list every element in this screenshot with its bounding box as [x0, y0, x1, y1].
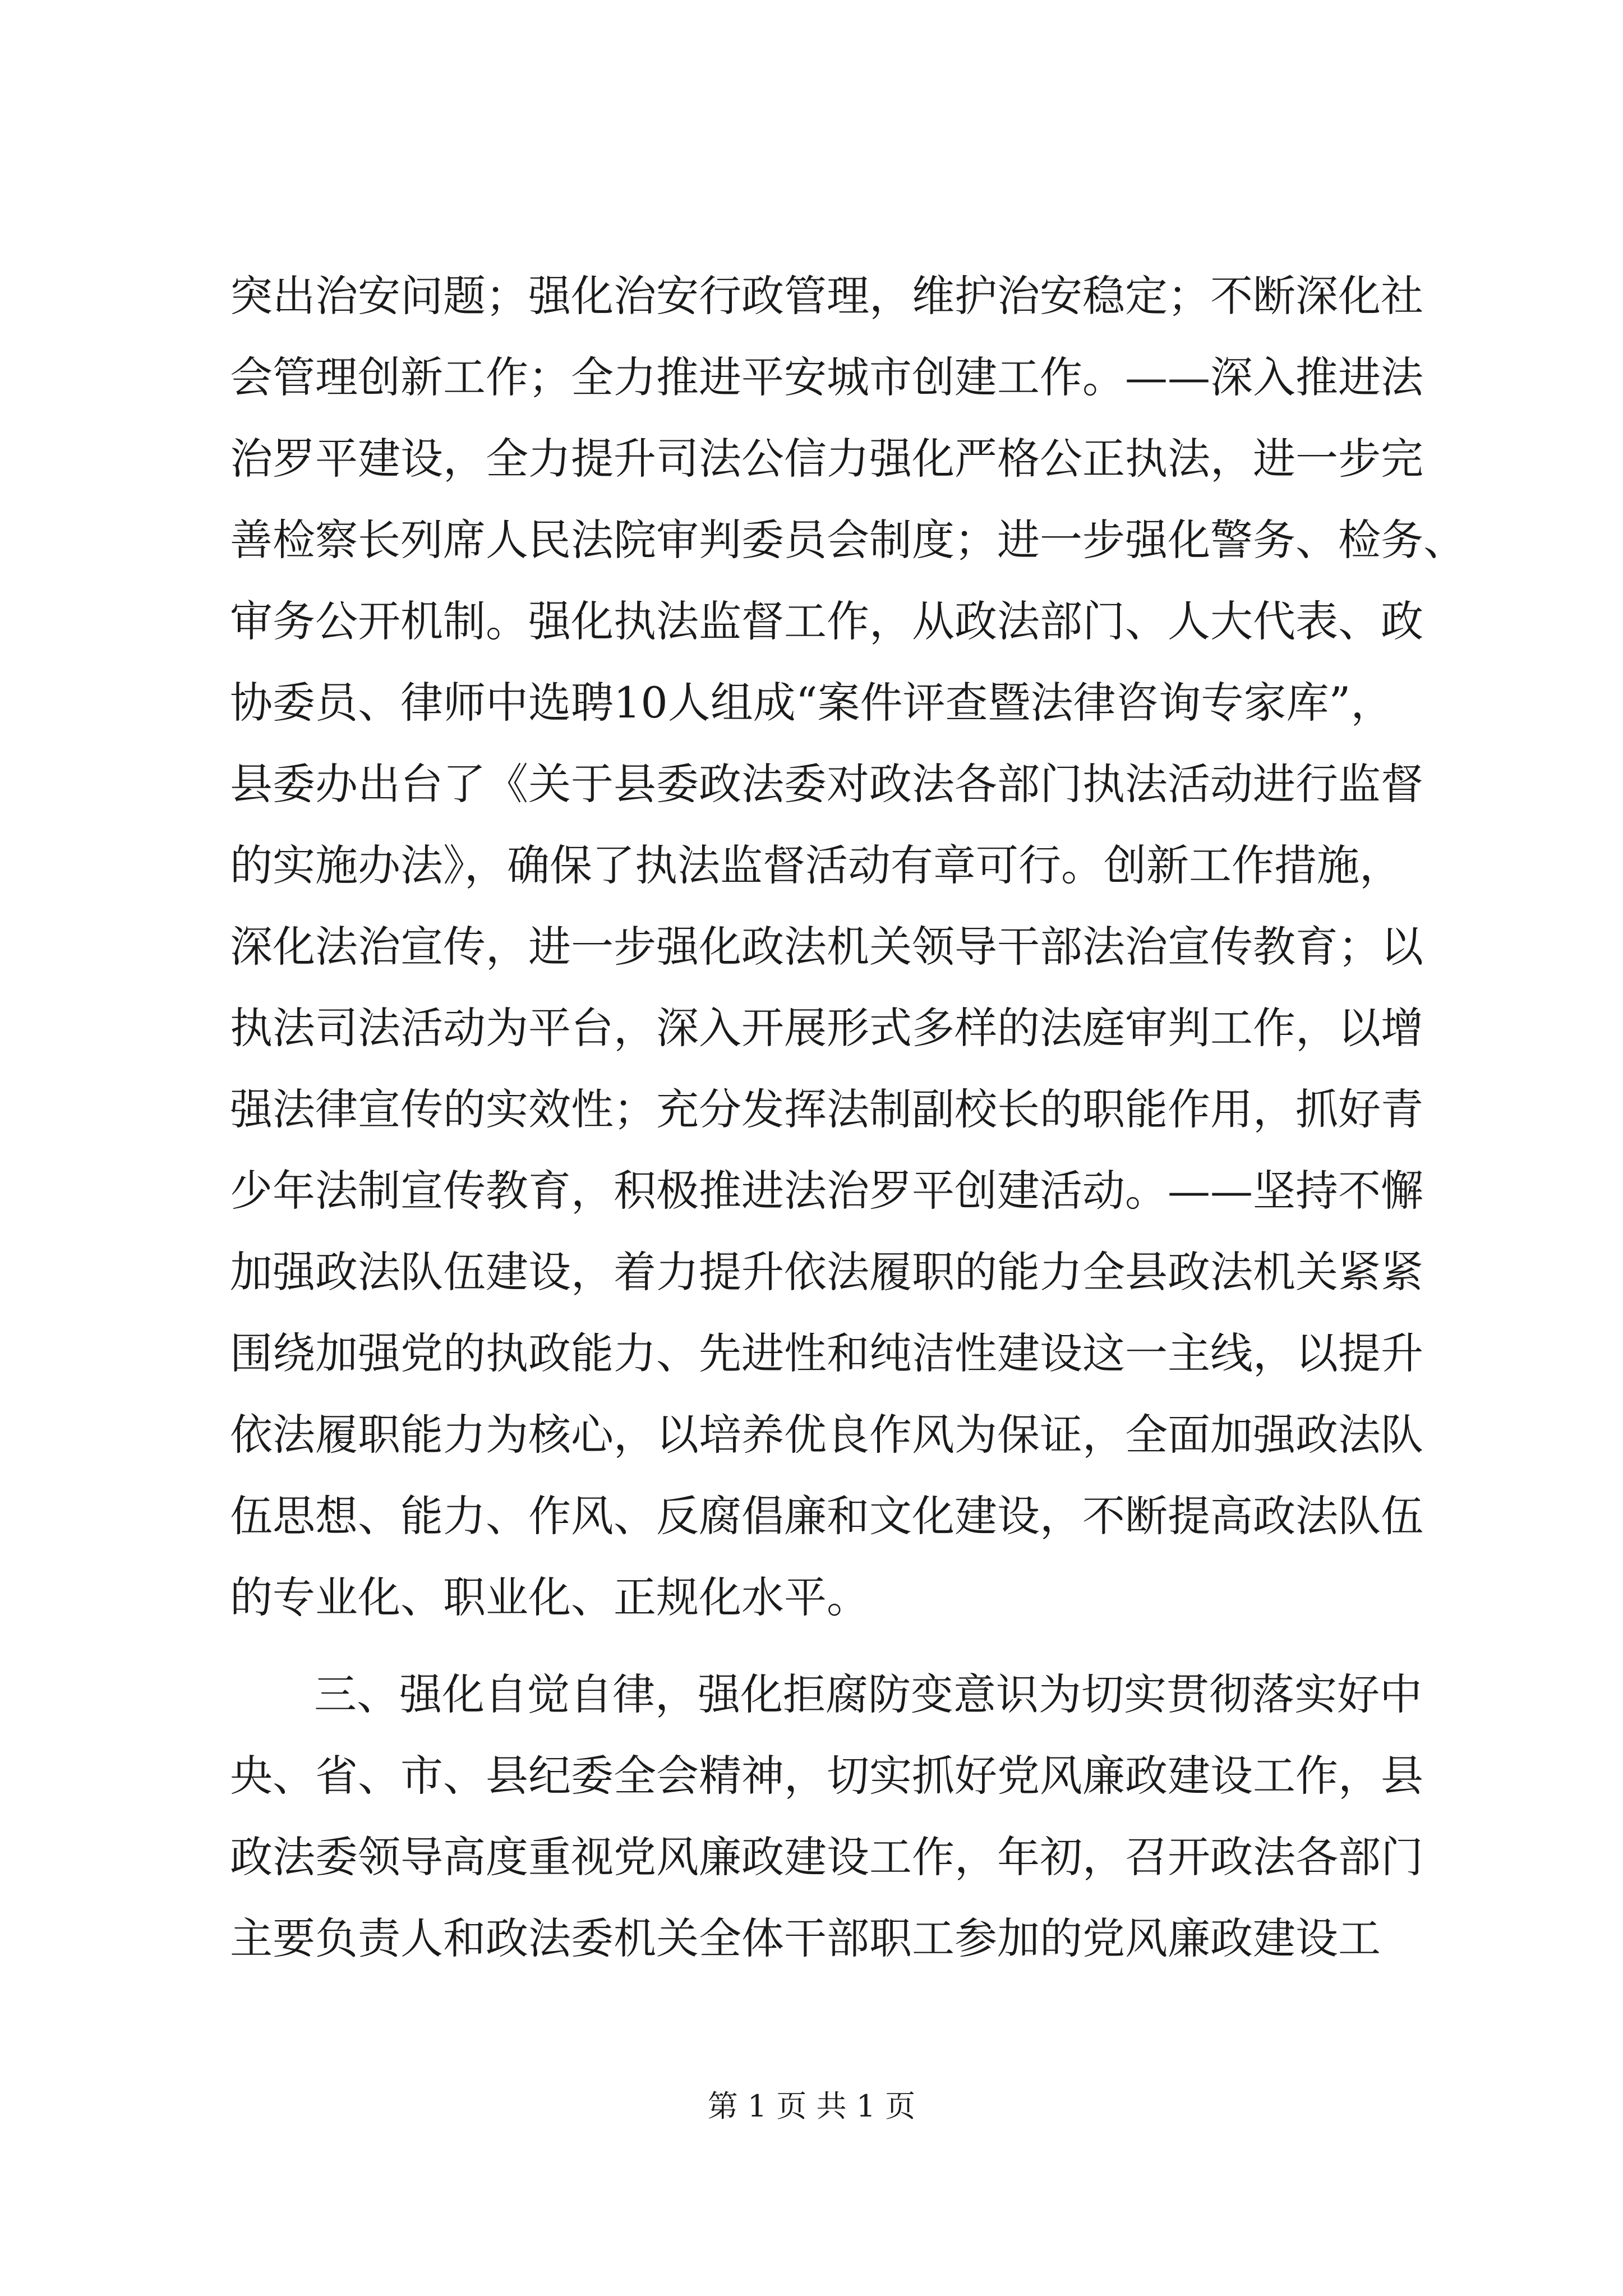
text-line: 的专业化、职业化、正规化水平。 — [230, 1572, 869, 1622]
text-line: 深化法治宣传，进一步强化政法机关领导干部法治宣传教育；以 — [230, 922, 1423, 972]
text-line: 突出治安问题；强化治安行政管理，维护治安稳定；不断深化社 — [230, 271, 1423, 321]
text-line: 审务公开机制。强化执法监督工作，从政法部门、人大代表、政 — [230, 596, 1423, 646]
text-line: 少年法制宣传教育，积极推进法治罗平创建活动。——坚持不懈 — [230, 1166, 1423, 1216]
text-line: 围绕加强党的执政能力、先进性和纯洁性建设这一主线，以提升 — [230, 1328, 1423, 1378]
text-line: 伍思想、能力、作风、反腐倡廉和文化建设，不断提高政法队伍 — [230, 1491, 1423, 1541]
text-line: 县委办出台了《关于县委政法委对政法各部门执法活动进行监督 — [230, 759, 1423, 809]
text-line: 加强政法队伍建设，着力提升依法履职的能力全县政法机关紧紧 — [230, 1247, 1423, 1297]
text-line: 会管理创新工作；全力推进平安城市创建工作。——深入推进法 — [230, 352, 1423, 402]
body-text — [230, 255, 1466, 1979]
text-line: 协委员、律师中选聘10人组成“案件评查暨法律咨询专家库”， — [230, 678, 1394, 728]
text-line: 强法律宣传的实效性；充分发挥法制副校长的职能作用，抓好青 — [230, 1084, 1423, 1134]
text-line: 依法履职能力为核心，以培养优良作风为保证，全面加强政法队 — [230, 1410, 1423, 1460]
page-number-footer: 第 1 页 共 1 页 — [707, 2088, 916, 2124]
text-line: 执法司法活动为平台，深入开展形式多样的法庭审判工作，以增 — [230, 1003, 1423, 1053]
paragraph-start-line: 三、强化自觉自律，强化拒腐防变意识为切实贯彻落实好中 — [314, 1669, 1422, 1719]
text-line: 善检察长列席人民法院审判委员会制度；进一步强化警务、检务、 — [230, 515, 1466, 565]
text-line: 政法委领导高度重视党风廉政建设工作，年初，召开政法各部门 — [230, 1832, 1423, 1882]
text-line: 央、省、市、县纪委全会精神，切实抓好党风廉政建设工作，县 — [230, 1751, 1423, 1801]
text-line: 主要负责人和政法委机关全体干部职工参加的党风廉政建设工 — [230, 1913, 1381, 1963]
text-line: 治罗平建设，全力提升司法公信力强化严格公正执法，进一步完 — [230, 434, 1423, 484]
text-line: 的实施办法》，确保了执法监督活动有章可行。创新工作措施， — [230, 840, 1402, 890]
